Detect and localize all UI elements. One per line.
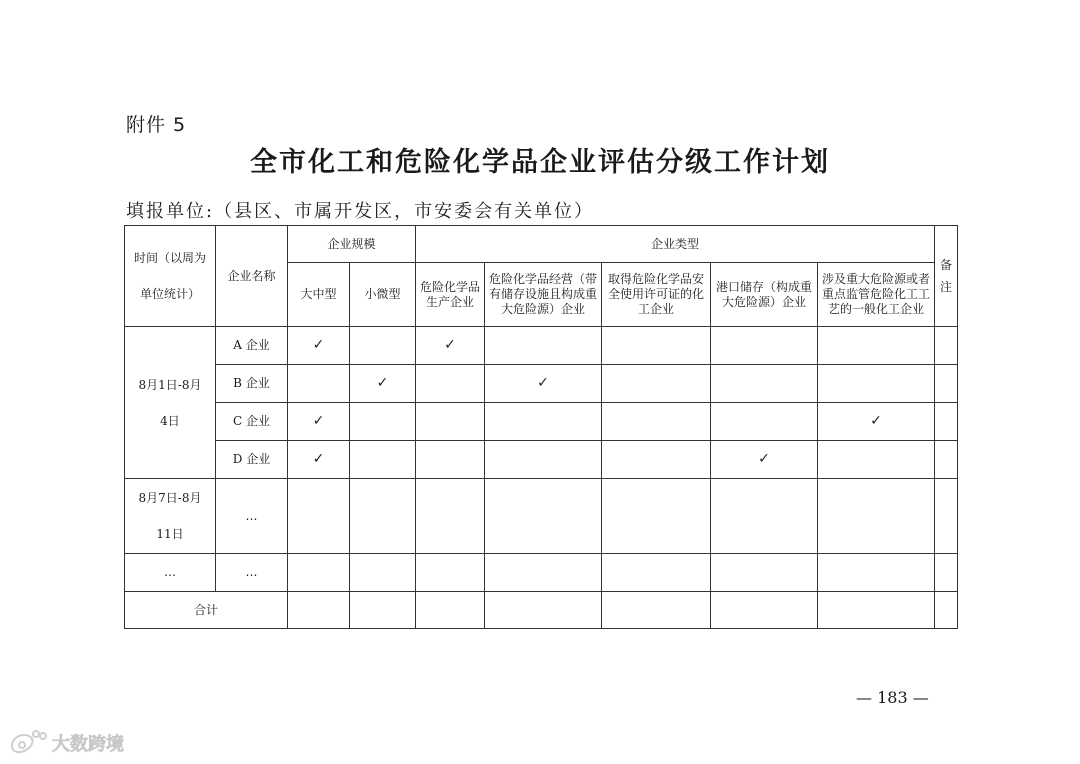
period-line1: 8月1日-8月 bbox=[138, 377, 202, 392]
header-remark-line2: 注 bbox=[940, 280, 953, 294]
empty-cell bbox=[288, 479, 350, 554]
empty-cell bbox=[711, 403, 818, 441]
total-row bbox=[125, 592, 958, 629]
empty-cell bbox=[416, 365, 485, 403]
check-mark: ✓ bbox=[485, 365, 602, 403]
empty-cell bbox=[935, 441, 958, 479]
company-name-cell: A 企业 bbox=[216, 327, 288, 365]
period-line2: 11日 bbox=[156, 527, 184, 541]
empty-cell bbox=[288, 365, 350, 403]
check-mark: ✓ bbox=[288, 403, 350, 441]
empty-cell bbox=[485, 479, 602, 554]
empty-cell bbox=[711, 365, 818, 403]
check-mark: ✓ bbox=[288, 327, 350, 365]
empty-cell bbox=[711, 592, 818, 629]
empty-cell bbox=[818, 327, 935, 365]
period-cell bbox=[125, 479, 216, 554]
header-scale-large: 大中型 bbox=[288, 263, 350, 327]
empty-cell bbox=[935, 592, 958, 629]
empty-cell bbox=[818, 441, 935, 479]
header-scale-small: 小微型 bbox=[350, 263, 416, 327]
empty-cell bbox=[288, 554, 350, 592]
empty-cell bbox=[711, 554, 818, 592]
header-remark bbox=[935, 226, 958, 327]
check-mark: ✓ bbox=[711, 441, 818, 479]
empty-cell bbox=[818, 554, 935, 592]
header-type-permit: 取得危险化学品安全使用许可证的化工企业 bbox=[602, 263, 711, 327]
empty-cell bbox=[602, 441, 711, 479]
table-row bbox=[125, 403, 958, 441]
empty-cell bbox=[416, 441, 485, 479]
header-time-line2: 单位统计） bbox=[139, 287, 200, 301]
empty-cell bbox=[350, 554, 416, 592]
empty-cell bbox=[935, 479, 958, 554]
empty-cell bbox=[288, 592, 350, 629]
empty-cell bbox=[818, 479, 935, 554]
empty-cell bbox=[350, 441, 416, 479]
header-remark-line1: 备 bbox=[940, 258, 953, 272]
empty-cell bbox=[350, 479, 416, 554]
empty-cell bbox=[818, 592, 935, 629]
empty-cell bbox=[416, 554, 485, 592]
empty-cell bbox=[485, 441, 602, 479]
watermark-text: 大数跨境 bbox=[52, 734, 124, 755]
company-name-cell: C 企业 bbox=[216, 403, 288, 441]
company-name-cell: B 企业 bbox=[216, 365, 288, 403]
weibo-icon bbox=[8, 728, 48, 758]
ellipsis-cell: … bbox=[125, 554, 216, 592]
empty-cell bbox=[818, 365, 935, 403]
check-mark: ✓ bbox=[350, 365, 416, 403]
table-row bbox=[125, 365, 958, 403]
ellipsis-cell: … bbox=[216, 479, 288, 554]
period-line1: 8月7日-8月 bbox=[138, 491, 202, 505]
header-scale: 企业规模 bbox=[288, 226, 416, 263]
empty-cell bbox=[485, 554, 602, 592]
period-cell bbox=[125, 327, 216, 479]
empty-cell bbox=[935, 403, 958, 441]
header-type: 企业类型 bbox=[416, 226, 935, 263]
header-type-port: 港口储存（构成重大危险源）企业 bbox=[711, 263, 818, 327]
empty-cell bbox=[416, 403, 485, 441]
fill-unit-line: 填报单位:（县区、市属开发区，市安委会有关单位） bbox=[126, 201, 595, 222]
table-row bbox=[125, 327, 958, 365]
total-label: 合计 bbox=[125, 592, 288, 629]
empty-cell bbox=[935, 365, 958, 403]
empty-cell bbox=[602, 554, 711, 592]
empty-cell bbox=[935, 327, 958, 365]
table-row bbox=[125, 554, 958, 592]
empty-cell bbox=[350, 592, 416, 629]
empty-cell bbox=[350, 403, 416, 441]
empty-cell bbox=[350, 327, 416, 365]
header-type-production: 危险化学品生产企业 bbox=[416, 263, 485, 327]
table-header-row-1 bbox=[125, 226, 958, 263]
check-mark: ✓ bbox=[288, 441, 350, 479]
empty-cell bbox=[602, 592, 711, 629]
empty-cell bbox=[711, 327, 818, 365]
empty-cell bbox=[485, 327, 602, 365]
empty-cell bbox=[602, 403, 711, 441]
empty-cell bbox=[602, 365, 711, 403]
page-number: — 183 — bbox=[856, 688, 929, 707]
document-title: 全市化工和危险化学品企业评估分级工作计划 bbox=[250, 147, 830, 178]
header-time bbox=[125, 226, 216, 327]
header-type-business: 危险化学品经营（带有储存设施且构成重大危险源）企业 bbox=[485, 263, 602, 327]
ellipsis-cell: … bbox=[216, 554, 288, 592]
header-time-line1: 时间（以周为 bbox=[133, 251, 206, 265]
table-row bbox=[125, 441, 958, 479]
attachment-label: 附件 5 bbox=[126, 114, 187, 136]
empty-cell bbox=[485, 592, 602, 629]
empty-cell bbox=[711, 479, 818, 554]
company-name-cell: D 企业 bbox=[216, 441, 288, 479]
table-row bbox=[125, 479, 958, 554]
plan-table bbox=[124, 225, 958, 629]
empty-cell bbox=[485, 403, 602, 441]
empty-cell bbox=[416, 592, 485, 629]
header-company-name: 企业名称 bbox=[216, 226, 288, 327]
header-type-major: 涉及重大危险源或者重点监管危险化工工艺的一般化工企业 bbox=[818, 263, 935, 327]
period-line2: 4日 bbox=[160, 413, 180, 428]
empty-cell bbox=[602, 327, 711, 365]
empty-cell bbox=[935, 554, 958, 592]
empty-cell bbox=[602, 479, 711, 554]
check-mark: ✓ bbox=[416, 327, 485, 365]
watermark bbox=[8, 728, 124, 758]
check-mark: ✓ bbox=[818, 403, 935, 441]
empty-cell bbox=[416, 479, 485, 554]
